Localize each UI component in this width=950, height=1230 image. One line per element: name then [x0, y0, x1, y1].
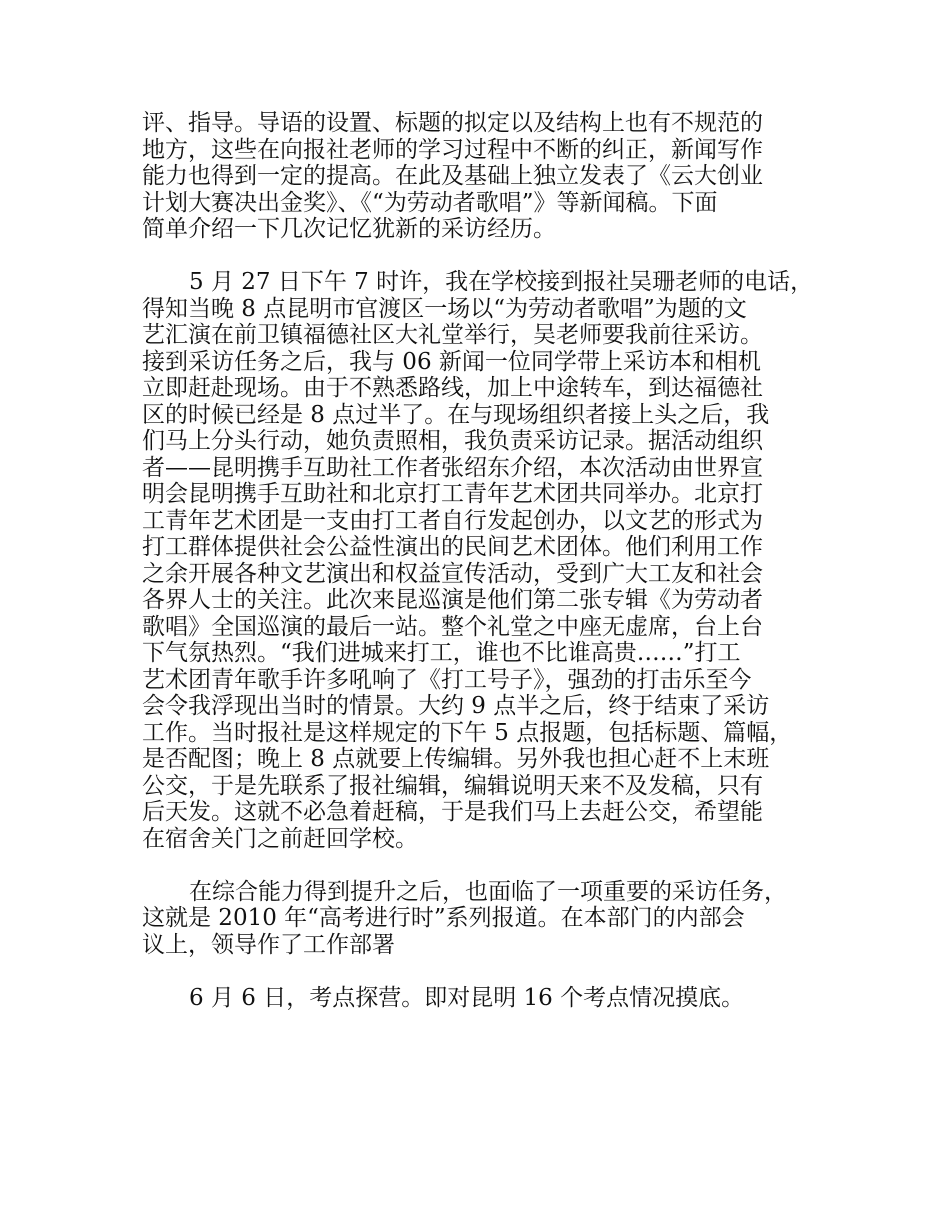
paragraph-spacer: [142, 243, 832, 270]
text-line: 接到采访任务之后，我与 06 新闻一位同学带上采访本和相机: [142, 348, 761, 375]
text-line: 这就是 2010 年“高考进行时”系列报道。在本部门的内部会: [142, 905, 745, 931]
paragraph-spacer: [142, 852, 832, 879]
text-line: 区的时候已经是 8 点过半了。在与现场组织者接上头之后，我: [142, 401, 770, 428]
text-line: 各界人士的关注。此次来昆巡演是他们第二张专辑《为劳动者: [142, 587, 763, 613]
text-line: 在综合能力得到提升之后，也面临了一项重要的采访任务，: [189, 878, 787, 905]
text-line: 5 月 27 日下午 7 时许，我在学校接到报社吴珊老师的电话，: [189, 269, 814, 295]
text-line: 议上，领导作了工作部署: [142, 931, 395, 958]
text-line: 工作。当时报社是这样规定的下午 5 点报题，包括标题、篇幅，: [142, 719, 793, 746]
paragraph-4: [142, 985, 832, 1012]
text-line: 后天发。这就不必急着赶稿，于是我们马上去赶公交，希望能: [142, 799, 763, 825]
text-line: 是否配图；晚上 8 点就要上传编辑。另外我也担心赶不上末班: [142, 746, 770, 772]
text-line: 简单介绍一下几次记忆犹新的采访经历。: [142, 216, 556, 242]
text-line: 地方，这些在向报社老师的学习过程中不断的纠正，新闻写作: [142, 136, 763, 163]
text-line: 歌唱》全国巡演的最后一站。整个礼堂之中座无虚席，台上台: [142, 613, 763, 640]
text-line: 能力也得到一定的提高。在此及基础上独立发表了《云大创业: [142, 163, 763, 189]
text-line: 计划大赛决出金奖》、《“为劳动者歌唱”》等新闻稿。下面: [142, 189, 718, 216]
text-line: 公交，于是先联系了报社编辑，编辑说明天来不及发稿，只有: [142, 772, 763, 799]
paragraph-3: [142, 879, 832, 959]
paragraph-2: [142, 269, 832, 852]
text-line: 明会昆明携手互助社和北京打工青年艺术团共同举办。北京打: [142, 481, 763, 507]
text-line: 工青年艺术团是一支由打工者自行发起创办，以文艺的形式为: [142, 507, 763, 534]
text-line: 艺术团青年歌手许多吼响了《打工号子》，强劲的打击乐至今: [142, 666, 752, 693]
text-line: 评、指导。导语的设置、标题的拟定以及结构上也有不规范的: [142, 110, 763, 136]
paragraph-1: [142, 110, 832, 243]
document-body: [142, 110, 832, 1011]
text-line: 6 月 6 日，考点探营。即对昆明 16 个考点情况摸底。: [189, 984, 745, 1011]
text-line: 者——昆明携手互助社工作者张绍东介绍，本次活动由世界宣: [142, 454, 763, 481]
text-line: 在宿舍关门之前赶回学校。: [142, 825, 418, 852]
text-line: 下气氛热烈。“我们进城来打工，谁也不比谁高贵……”打工: [142, 640, 741, 666]
text-line: 立即赶赴现场。由于不熟悉路线，加上中途转车，到达福德社: [142, 375, 763, 401]
text-line: 得知当晚 8 点昆明市官渡区一场以“为劳动者歌唱”为题的文: [142, 295, 747, 322]
text-line: 们马上分头行动，她负责照相，我负责采访记录。据活动组织: [142, 428, 763, 454]
text-line: 打工群体提供社会公益性演出的民间艺术团体。他们利用工作: [142, 534, 763, 560]
paragraph-spacer: [142, 958, 832, 985]
text-line: 艺汇演在前卫镇福德社区大礼堂举行，吴老师要我前往采访。: [142, 322, 763, 348]
text-line: 会令我浮现出当时的情景。大约 9 点半之后，终于结束了采访: [142, 693, 770, 719]
text-line: 之余开展各种文艺演出和权益宣传活动，受到广大工友和社会: [142, 560, 763, 587]
